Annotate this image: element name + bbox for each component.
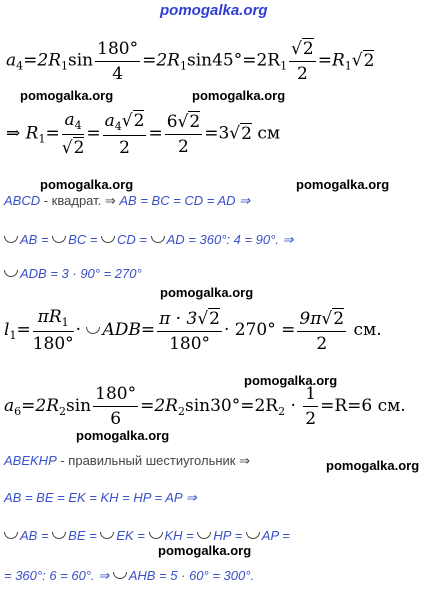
arc-icon xyxy=(101,236,115,243)
arc-icon xyxy=(100,532,114,539)
arc-icon xyxy=(246,532,260,539)
watermark-top: pomogalka.org xyxy=(160,2,268,19)
arc-icon xyxy=(113,572,127,579)
watermark: pomogalka.org xyxy=(40,177,134,192)
formula-a4: $a_4=2R_1\sin$ $\frac{180^\circ}{4}$ $=2R_1\sin 45^\circ=2R_1$ $\frac{√2}{2}$ $=R_1√2$ xyxy=(6,38,375,84)
watermark: pomogalka.org xyxy=(326,458,420,473)
arc-icon xyxy=(197,532,211,539)
arc-icon xyxy=(4,270,18,277)
watermark: pomogalka.org xyxy=(76,428,170,443)
arc-icon xyxy=(151,236,165,243)
text-arcs-square: AB = BC = CD = AD = 360°: 4 = 90°. ⇒ xyxy=(4,232,293,248)
watermark: pomogalka.org xyxy=(244,373,338,388)
arc-icon xyxy=(149,532,163,539)
arc-icon xyxy=(86,327,100,334)
watermark: pomogalka.org xyxy=(160,285,254,300)
arc-icon xyxy=(52,236,66,243)
text-hexagon: ABEKHP - правильный шестиугольник ⇒ xyxy=(4,453,250,468)
watermark: pomogalka.org xyxy=(158,543,252,558)
watermark: pomogalka.org xyxy=(20,88,114,103)
text-arcs-hexagon: AB = BE = EK = KH = HP = AP = xyxy=(4,528,290,543)
arc-icon xyxy=(4,532,18,539)
watermark: pomogalka.org xyxy=(192,88,286,103)
text-hexagon-sides: AB = BE = EK = KH = HP = AP ⇒ xyxy=(4,490,197,505)
formula-a6: $a_6=2R_2\sin$ $\frac{180^\circ}{6}$ $=2R_2\sin 30^\circ=2R_2$ · $\frac{1}{2}$ =R=6 см. xyxy=(4,384,406,429)
formula-r1: ⇒ $R_1=$ $\frac{a_4}{√2}$ = $\frac{a_4√2}{2}$ = $\frac{6√2}{2}$ =3√2 см xyxy=(6,110,281,158)
arc-icon xyxy=(52,532,66,539)
arc-icon xyxy=(4,236,18,243)
watermark: pomogalka.org xyxy=(296,177,390,192)
text-arc-adb: ADB = 3 · 90° = 270° xyxy=(4,266,142,281)
text-square: ABCD - квадрат. ⇒ AB = BC = CD = AD ⇒ xyxy=(4,193,251,208)
text-arc-ahb: = 360°: 6 = 60°. ⇒ AHB = 5 · 60° = 300°. xyxy=(4,568,255,583)
formula-l1: $l_1=$ $\frac{\pi R_1}{180^\circ}$ · ADB= $\frac{\pi \cdot 3√2}{180^\circ}$ · 270° = $\frac{9\pi√2}{2}$ см. xyxy=(4,307,382,354)
